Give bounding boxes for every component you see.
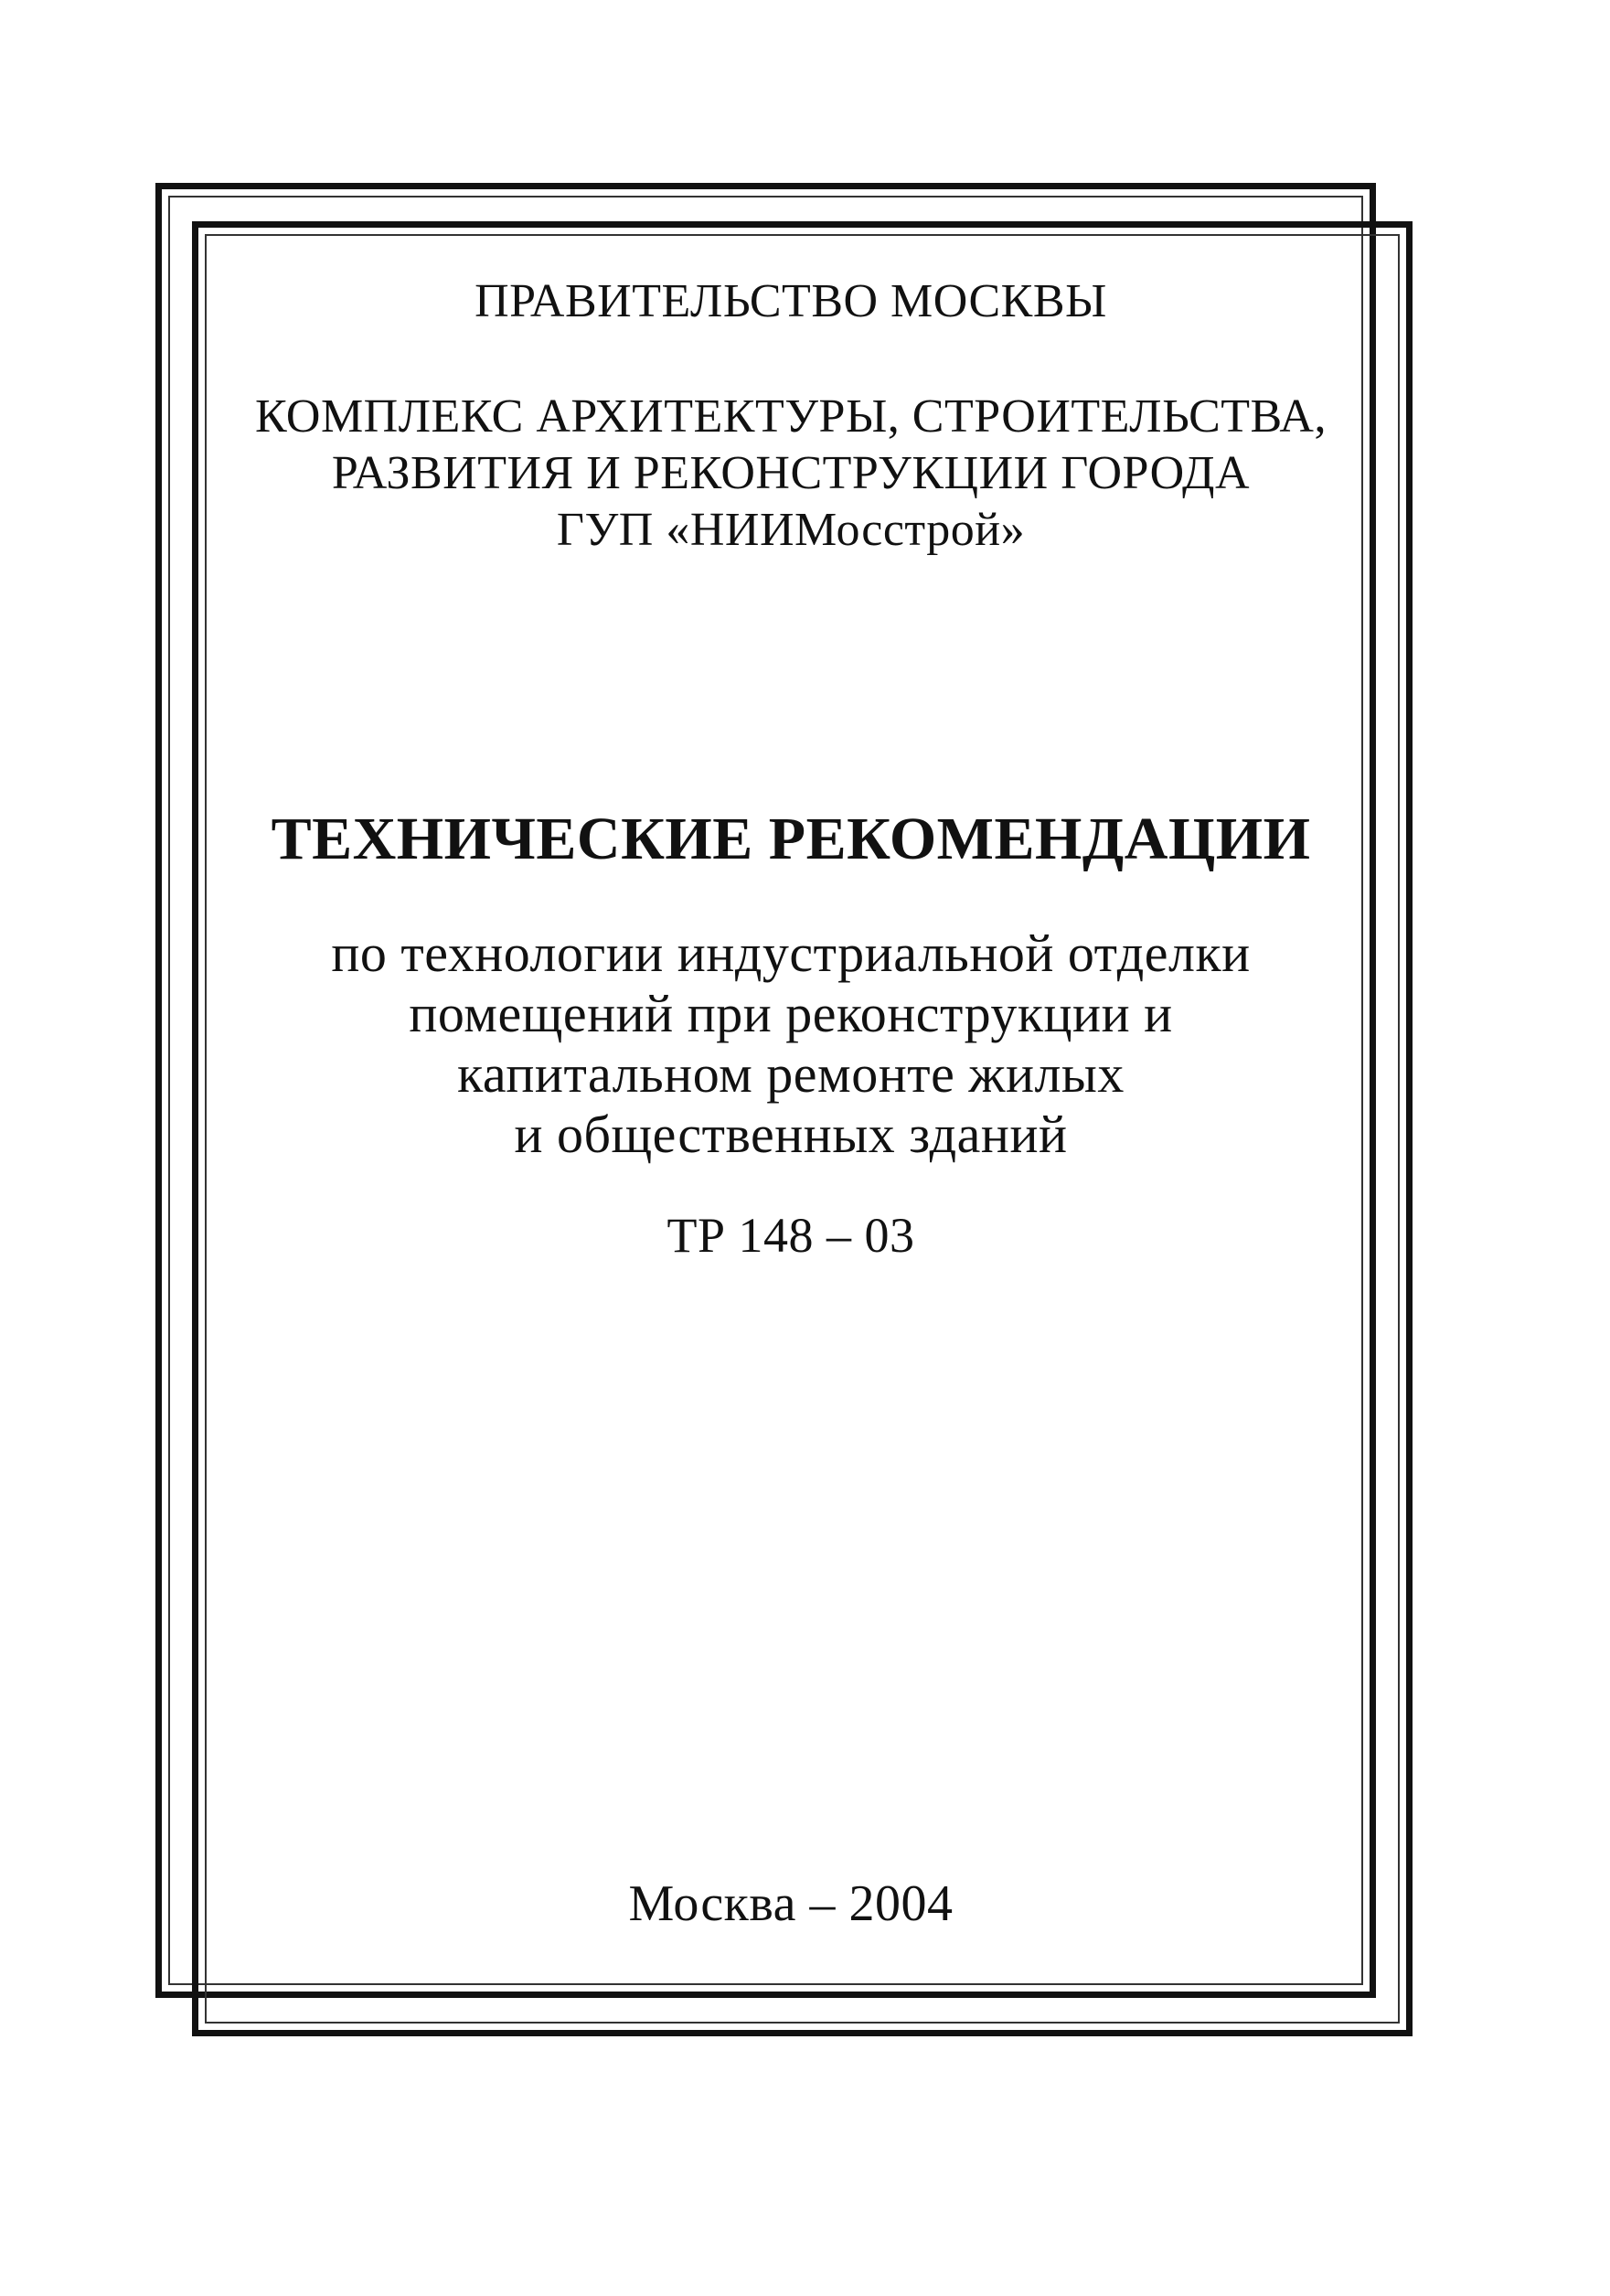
title-page-content xyxy=(210,238,1371,2002)
document-subtitle xyxy=(210,924,1371,1165)
organization-line-3: ГУП «НИИМосстрой» xyxy=(556,504,1026,556)
organization-line-1: КОМПЛЕКС АРХИТЕКТУРЫ, СТРОИТЕЛЬСТВА, xyxy=(255,390,1327,443)
subtitle-line-3: капитальном ремонте жилых xyxy=(457,1044,1125,1104)
city-year: Москва – 2004 xyxy=(628,1875,954,1932)
document-title: ТЕХНИЧЕСКИЕ РЕКОМЕНДАЦИИ xyxy=(271,806,1311,872)
document-code: ТР 148 – 03 xyxy=(666,1208,915,1263)
subtitle-line-4: и общественных зданий xyxy=(514,1105,1068,1164)
subtitle-line-2: помещений при реконструкции и xyxy=(409,984,1173,1043)
organization-line-2: РАЗВИТИЯ И РЕКОНСТРУКЦИИ ГОРОДА xyxy=(331,447,1251,499)
subtitle-line-1: по технологии индустриальной отделки xyxy=(331,924,1251,983)
organization-block xyxy=(210,389,1371,559)
government-name: ПРАВИТЕЛЬСТВО МОСКВЫ xyxy=(474,275,1107,327)
